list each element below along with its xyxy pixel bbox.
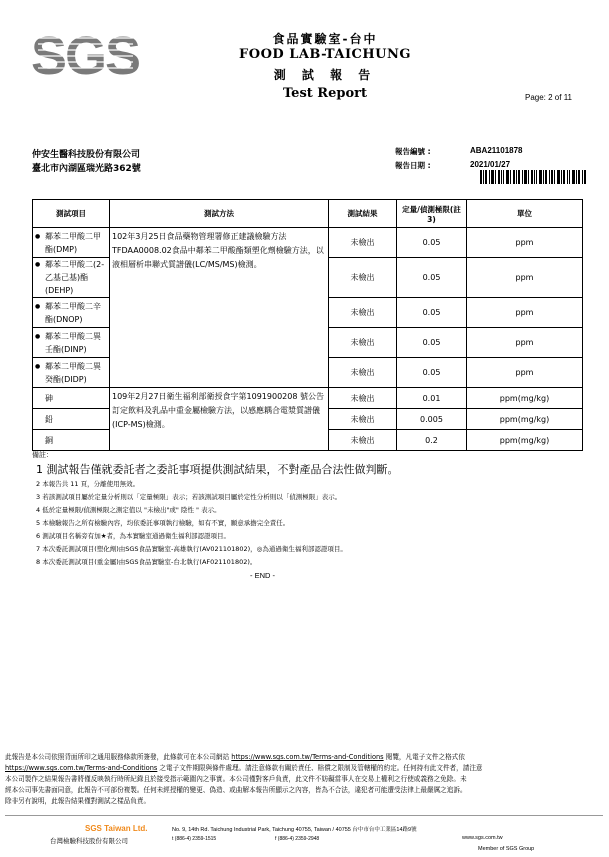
bullet-icon: ● [35, 232, 41, 240]
logo-text: SGS [30, 26, 140, 86]
lab-name-zh: 食品實驗室-台中 [272, 32, 378, 46]
unit-cell: ppm(mg/kg) [467, 388, 583, 409]
report-no-value: ABA21101878 [470, 146, 523, 155]
footer-website[interactable]: www.sgs.com.tw [462, 835, 503, 841]
footer-phone: t (886-4) 2359-1515 [172, 836, 217, 842]
unit-cell: ppm [467, 328, 583, 358]
footer-divider [5, 815, 603, 816]
item-name: 鄰苯二甲酸二辛酯(DNOP) [45, 301, 101, 324]
result-cell: 未檢出 [329, 328, 397, 358]
footer-brand-zh: 台灣檢驗科技股份有限公司 [50, 837, 128, 845]
report-date-label: 報告日期 : [395, 161, 431, 170]
result-cell: 未檢出 [329, 388, 397, 409]
limit-cell: 0.05 [397, 328, 467, 358]
report-title-en: Test Report [283, 86, 367, 101]
result-cell: 未檢出 [329, 358, 397, 388]
col-header-limit: 定量/偵測極限(註3) [397, 200, 467, 228]
item-cell [33, 388, 110, 409]
result-cell: 未檢出 [329, 298, 397, 328]
note-item: 3 若該測試項目屬於定量分析則以「定量極限」表示；若該測試項目屬於定性分析則以「偵測極限」表示。 [36, 493, 342, 501]
limit-cell: 0.05 [397, 258, 467, 298]
bullet-icon: ● [35, 362, 41, 370]
item-name: 銅 [45, 435, 53, 445]
barcode [480, 170, 586, 184]
client-address: 臺北市內湖區瑞光路362號 [32, 164, 141, 174]
table-row [33, 388, 583, 409]
result-cell: 未檢出 [329, 228, 397, 258]
bullet-icon: ● [35, 302, 41, 310]
disclaimer-text: 本公司製作之結果報告書將僅反映執行時所紀錄且於接受指示範圍內之事實。本公司僅對客戶負責，此文件不妨礙當事人在交易上權利之行使或義務之免除。未 [5, 775, 467, 783]
bullet-icon: ● [35, 261, 41, 268]
item-cell [33, 228, 110, 258]
client-name: 仲安生醫科技股份有限公司 [32, 150, 141, 160]
unit-cell: ppm [467, 298, 583, 328]
item-cell [33, 328, 110, 358]
method-cell: 109年2月27日衛生福利部衛授食字第1091900208 號公告訂定飲料及乳品中重金屬檢驗方法，以感應耦合電漿質譜儀(ICP-MS)檢測。 [110, 388, 329, 451]
footer-member: Member of SGS Group [478, 846, 535, 852]
item-name: 鄰苯二甲酸二異壬酯(DINP) [45, 331, 101, 354]
unit-cell: ppm [467, 228, 583, 258]
item-cell [33, 430, 110, 451]
results-table [32, 199, 583, 451]
method-cell: 102年3月25日食品藥物管理署修正建議檢驗方法TFDAA0008.02食品中鄰苯二甲酸酯類塑化劑檢驗方法，以液相層析串聯式質譜儀(LC/MS/MS)檢測。 [110, 228, 329, 388]
unit-cell: ppm [467, 358, 583, 388]
disclaimer-text: 經本公司事先書面同意，此報告不可部份複製。任何未經授權的變更、偽造、或曲解本報告所顯示之內容，皆為不合法，違犯者可能遭受法律上最嚴厲之追訴。 [5, 786, 467, 794]
report-no-label: 報告編號 : [395, 147, 431, 156]
limit-cell: 0.05 [397, 358, 467, 388]
limit-cell: 0.005 [397, 409, 467, 430]
limit-cell: 0.2 [397, 430, 467, 451]
item-name: 鄰苯二甲酸二異癸酯(DIDP) [45, 361, 101, 384]
disclaimer [5, 752, 605, 807]
item-name: 砷 [45, 393, 53, 403]
disclaimer-text: 此報告是本公司依照背面所印之通用服務條款所簽發，此條款可在本公司網站 [5, 753, 232, 761]
terms-link[interactable]: https://www.sgs.com.tw/Terms-and-Conditions [231, 753, 384, 761]
item-name: 鄰苯二甲酸二甲酯(DMP) [45, 231, 101, 254]
disclaimer-text: 閱覽，凡電子文件之格式依 [383, 753, 465, 761]
disclaimer-text: 除非另有說明，此報告結果僅對測試之樣品負責。 [5, 797, 151, 805]
result-cell: 未檢出 [329, 409, 397, 430]
report-title-zh: 測 試 報 告 [273, 68, 377, 82]
col-header-unit: 單位 [467, 200, 583, 228]
unit-cell: ppm(mg/kg) [467, 409, 583, 430]
unit-cell: ppm [467, 258, 583, 298]
item-cell [33, 358, 110, 388]
limit-cell: 0.01 [397, 388, 467, 409]
item-cell [33, 409, 110, 430]
result-cell: 未檢出 [329, 430, 397, 451]
footer-address: No. 9, 14th Rd. Taichung Industrial Park, Taichung 40755, Taiwan / 40755 台中市台中工業區14路9號 [172, 827, 417, 833]
note-item: 7 本次委託測試項目(塑化劑)由SGS食品實驗室-高雄執行(AV021101802)，◎為通過衛生福利部認證項目。 [36, 545, 347, 553]
limit-cell: 0.05 [397, 298, 467, 328]
footer-fax: f (886-4) 2359-2948 [275, 836, 320, 842]
item-name: 鉛 [45, 414, 53, 424]
col-header-item: 測試項目 [33, 200, 110, 228]
footer-brand: SGS Taiwan Ltd. [85, 824, 148, 833]
note-item: 1 測試報告僅就委託者之委託事項提供測試結果，不對產品合法性做判斷。 [36, 463, 399, 476]
sgs-logo [30, 22, 140, 86]
note-item: 2 本報告共 11 頁，分離使用無效。 [36, 480, 140, 488]
lab-name-en: FOOD LAB-TAICHUNG [239, 47, 411, 62]
note-item: 4 低於定量極限/偵測極限之測定值以 "未檢出"或" 陰性 " 表示。 [36, 506, 221, 514]
bullet-icon: ● [35, 332, 41, 340]
col-header-method: 測試方法 [110, 200, 329, 228]
end-marker: - END - [250, 571, 275, 580]
limit-cell: 0.05 [397, 228, 467, 258]
table-row [33, 228, 583, 258]
item-name: 鄰苯二甲酸二(2-乙基己基)酯(DEHP) [45, 260, 105, 295]
report-date-value: 2021/01/27 [470, 160, 511, 169]
note-item: 6 測試項目名稱旁有加★者，為本實驗室通過衛生福利部認證項目。 [36, 532, 231, 540]
item-cell [33, 258, 110, 298]
table-header-row [33, 200, 583, 228]
item-cell [33, 298, 110, 328]
disclaimer-text: 之電子文件期限與條件處理。請注意條款有關於責任、賠償之限制及管轄權的約定。任何持有此文件者，請注意 [157, 764, 483, 772]
notes-heading: 備註： [32, 451, 53, 459]
note-item: 8 本次委託測試項目(重金屬)由SGS食品實驗室-台北執行(AF021101802)。 [36, 558, 257, 566]
result-cell: 未檢出 [329, 258, 397, 298]
terms-link[interactable]: https://www.sgs.com.tw/Terms-and-Conditions [5, 764, 158, 772]
page-number: Page: 2 of 11 [525, 93, 572, 102]
note-item: 5 本檢驗報告之所有檢驗內容，均依委託事項執行檢驗，如有不實，願意承擔完全責任。 [36, 519, 290, 527]
col-header-result: 測試結果 [329, 200, 397, 228]
unit-cell: ppm(mg/kg) [467, 430, 583, 451]
